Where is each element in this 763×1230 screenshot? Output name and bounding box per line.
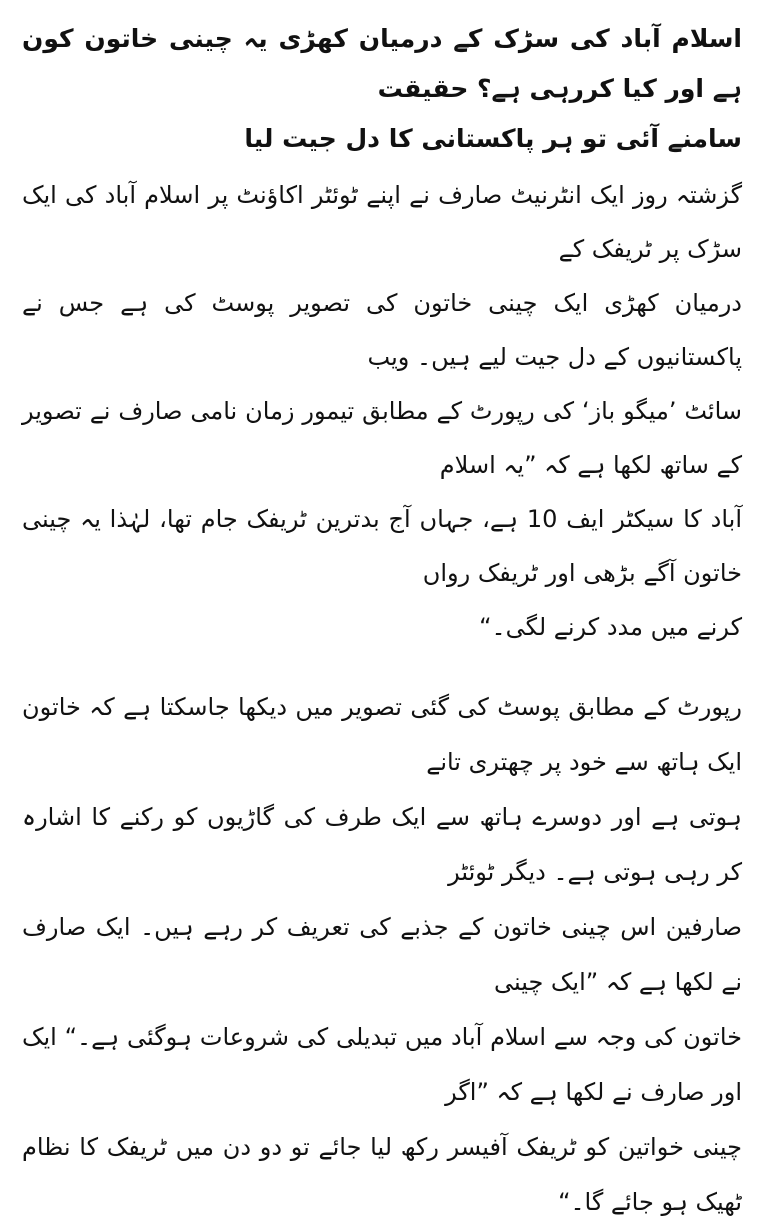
paragraph-line: گزشتہ روز ایک انٹرنیٹ صارف نے اپنے ٹوئٹر اکاؤنٹ پر اسلام آباد کی ایک سڑک پر ٹریفک کے — [22, 181, 742, 263]
paragraph-line: سائٹ ’میگو باز‘ کی رپورٹ کے مطابق تیمور زمان نامی صارف نے تصویر کے ساتھ لکھا ہے کہ ”یہ اسلام — [22, 397, 742, 479]
headline-line: سامنے آئی تو ہر پاکستانی کا دل جیت لیا — [244, 124, 742, 153]
paragraph-line: آباد کا سیکٹر ایف 10 ہے، جہاں آج بدترین ٹریفک جام تھا، لہٰذا یہ چینی خاتون آگے بڑھی اور ٹریفک رواں — [22, 505, 742, 587]
headline-line: اسلام آباد کی سڑک کے درمیان کھڑی یہ چینی خاتون کون ہے اور کیا کررہی ہے؟ حقیقت — [22, 24, 742, 103]
paragraph-line: رپورٹ کے مطابق پوسٹ کی گئی تصویر میں دیکھا جاسکتا ہے کہ خاتون ایک ہاتھ سے خود پر چھتری تانے — [22, 693, 742, 776]
paragraph-line: خاتون کی وجہ سے اسلام آباد میں تبدیلی کی شروعات ہوگئی ہے۔“ ایک اور صارف نے لکھا ہے کہ ”اگر — [22, 1023, 742, 1106]
article-paragraph — [22, 168, 742, 654]
paragraph-line: درمیان کھڑی ایک چینی خاتون کی تصویر پوسٹ کی ہے جس نے پاکستانیوں کے دل جیت لیے ہیں۔ ویب — [22, 289, 742, 371]
article-headline — [22, 14, 742, 164]
paragraph-line: چینی خواتین کو ٹریفک آفیسر رکھ لیا جائے تو دو دن میں ٹریفک کا نظام ٹھیک ہو جائے گا۔“ — [22, 1133, 742, 1216]
paragraph-line: ہوتی ہے اور دوسرے ہاتھ سے ایک طرف کی گاڑیوں کو رکنے کا اشارہ کر رہی ہوتی ہے۔ دیگر ٹوئٹر — [22, 803, 742, 886]
article — [22, 14, 742, 1230]
paragraph-line: صارفین اس چینی خاتون کے جذبے کی تعریف کر رہے ہیں۔ ایک صارف نے لکھا ہے کہ ”ایک چینی — [22, 913, 742, 996]
paragraph-line: کرنے میں مدد کرنے لگی۔“ — [479, 613, 742, 641]
article-paragraph — [22, 680, 742, 1230]
